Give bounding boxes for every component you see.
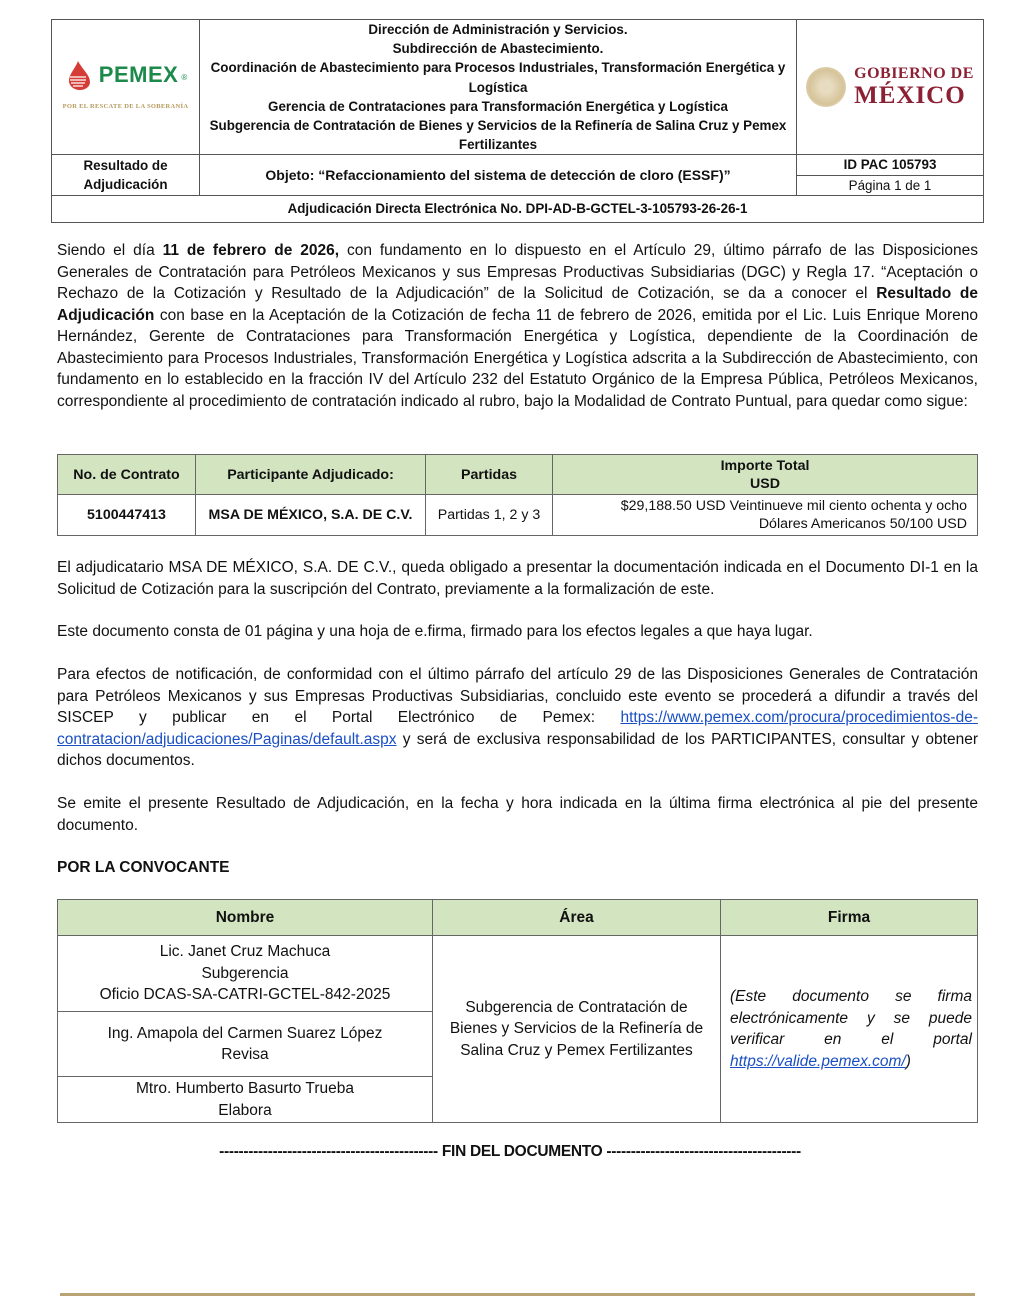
registered-mark: ® [181, 73, 188, 82]
pemex-logo-cell [52, 20, 200, 155]
signer-cell [58, 1077, 433, 1123]
obligation-paragraph: El adjudicatario MSA DE MÉXICO, S.A. DE C.V., queda obligado a presentar la documentación indicada en el Documento DI-1 en la Solicitud de Cotización para la suscripción del Contrato, previamente a la formalización de este. [57, 559, 978, 598]
signer-cell [58, 936, 433, 1012]
notification-paragraph [57, 664, 978, 772]
pemex-logo [52, 59, 199, 116]
gobierno-logo-cell [797, 20, 984, 155]
col-participante: Participante Adjudicado: [196, 455, 426, 495]
intro-paragraph [57, 240, 978, 412]
participant: MSA DE MÉXICO, S.A. DE C.V. [196, 495, 426, 536]
end-of-document: --------------------------------------------- FIN DEL DOCUMENTO ---------------------------------------- [219, 1143, 801, 1160]
firma-cell [721, 936, 978, 1123]
emission-paragraph: Se emite el presente Resultado de Adjudicación, en la fecha y hora indicada en la última firma electrónica al pie del presente documento. [57, 795, 978, 834]
pemex-wordmark: PEMEX [98, 62, 179, 87]
adjudicacion-number: Adjudicación Directa Electrónica No. DPI-AD-B-GCTEL-3-105793-26-26-1 [52, 195, 984, 222]
doc-type: Resultado de Adjudicación [52, 155, 200, 195]
signature-table [57, 899, 978, 1123]
firma-text: (Este documento se firma electrónicamente y se puede verificar en el portal [730, 988, 972, 1048]
signer-row [58, 936, 978, 1012]
organization-lines [200, 20, 797, 155]
signer-role: Elabora [218, 1101, 272, 1119]
footer-divider [60, 1293, 975, 1296]
amount: $29,188.50 USD Veintinueve mil ciento ochenta y ocho Dólares Americanos 50/100 USD [553, 495, 978, 536]
gobierno-line2: MÉXICO [854, 82, 966, 110]
area-cell: Subgerencia de Contratación de Bienes y Servicios de la Refinería de Salina Cruz y Pemex Fertilizantes [433, 936, 721, 1123]
gobierno-logo [797, 65, 983, 109]
signer-role: Revisa [221, 1046, 269, 1063]
col-area: Área [433, 900, 721, 936]
text: Para efectos de notificación, de conformidad con el último párrafo del artículo 29 de las Disposiciones Generales de Contratación para Petróleos Mexicanos y sus Empresas Productivas Subsidiarias, concluido este evento se procederá a difundir a través del SISCEP y publicar en el Portal Electrónico de Pemex: [57, 666, 978, 726]
gobierno-line1: GOBIERNO DE [854, 65, 974, 83]
result-bold: Resultado de Adjudicación [57, 285, 978, 324]
id-pac: ID PAC 105793 [797, 155, 984, 175]
award-table [57, 454, 978, 536]
pemex-procura-link[interactable]: https://www.pemex.com/procura/procedimientos-de-contratacion/adjudicaciones/Paginas/default.aspx [57, 709, 978, 748]
pemex-tagline: POR EL RESCATE DE LA SOBERANÍA [62, 102, 189, 110]
signer-oficio: Oficio DCAS-SA-CATRI-GCTEL-842-2025 [99, 986, 391, 1004]
col-nombre: Nombre [58, 900, 433, 936]
org-line: Gerencia de Contrataciones para Transformación Energética y Logística [268, 98, 728, 114]
col-importe [553, 455, 978, 495]
signer-cell [58, 1012, 433, 1077]
page-number: Página 1 de 1 [797, 175, 984, 195]
importe-label: Importe Total [720, 457, 810, 474]
table-row [58, 495, 978, 536]
org-line: Coordinación de Abastecimiento para Procesos Industriales, Transformación Energética y Logística [210, 60, 786, 95]
date-bold: 11 de febrero de 2026, [162, 242, 340, 259]
signer-role: Subgerencia [201, 964, 289, 982]
text: Siendo el día [57, 242, 163, 259]
col-firma: Firma [721, 900, 978, 936]
firma-close: ) [905, 1052, 911, 1070]
org-line: Subgerencia de Contratación de Bienes y Servicios de la Refinería de Salina Cruz y Pemex Fertilizantes [209, 118, 787, 153]
valide-link[interactable]: https://valide.pemex.com/ [730, 1052, 906, 1070]
col-partidas: Partidas [426, 455, 553, 495]
text: y será de exclusiva responsabilidad de los PARTICIPANTES, consultar y obtener dichos documentos. [57, 730, 978, 769]
convocante-title: POR LA CONVOCANTE [57, 859, 230, 876]
pages-paragraph: Este documento consta de 01 página y una hoja de e.firma, firmado para los efectos legales a que haya lugar. [57, 623, 813, 640]
contract-number: 5100447413 [58, 495, 196, 536]
header-table [51, 19, 984, 223]
pemex-eagle-icon [64, 59, 96, 91]
signer-name: Ing. Amapola del Carmen Suarez López [107, 1024, 383, 1042]
col-contrato: No. de Contrato [58, 455, 196, 495]
national-seal-icon [806, 67, 846, 107]
text: con fundamento en lo dispuesto en el Artículo 29, último párrafo de las Disposiciones Generales de Contratación para Petróleos Mexicanos y sus Empresas Productivas Subsidiarias (DGC) y Regla 17. “Aceptación o Rechazo de la Cotización y Resultado de la Adjudicación” de la Solicitud de Cotización, se da a conocer el [57, 242, 978, 302]
org-line: Subdirección de Abastecimiento. [392, 41, 604, 57]
signer-name: Mtro. Humberto Basurto Trueba [136, 1080, 354, 1097]
partidas: Partidas 1, 2 y 3 [426, 495, 553, 536]
objeto: Objeto: “Refaccionamiento del sistema de detección de cloro (ESSF)” [200, 155, 797, 195]
org-line: Dirección de Administración y Servicios. [368, 22, 628, 37]
currency-label: USD [750, 475, 780, 492]
text: con base en la Aceptación de la Cotización de fecha 11 de febrero de 2026, emitida por el Lic. Luis Enrique Moreno Hernández, Gerente de Contrataciones para Transformación Energética y Logística, dependiente de la Coordinación de Abastecimiento para Procesos Industriales, Transformación Energética y Logística adscrita a la Subdirección de Abastecimiento, con fundamento en lo establecido en la fracción IV del Artículo 232 del Estatuto Orgánico de la Empresa Pública, Petróleos Mexicanos, correspondiente al procedimiento de contratación indicado al rubro, bajo la Modalidad de Contrato Puntual, para quedar como sigue: [57, 306, 978, 410]
signer-name: Lic. Janet Cruz Machuca [159, 943, 331, 961]
